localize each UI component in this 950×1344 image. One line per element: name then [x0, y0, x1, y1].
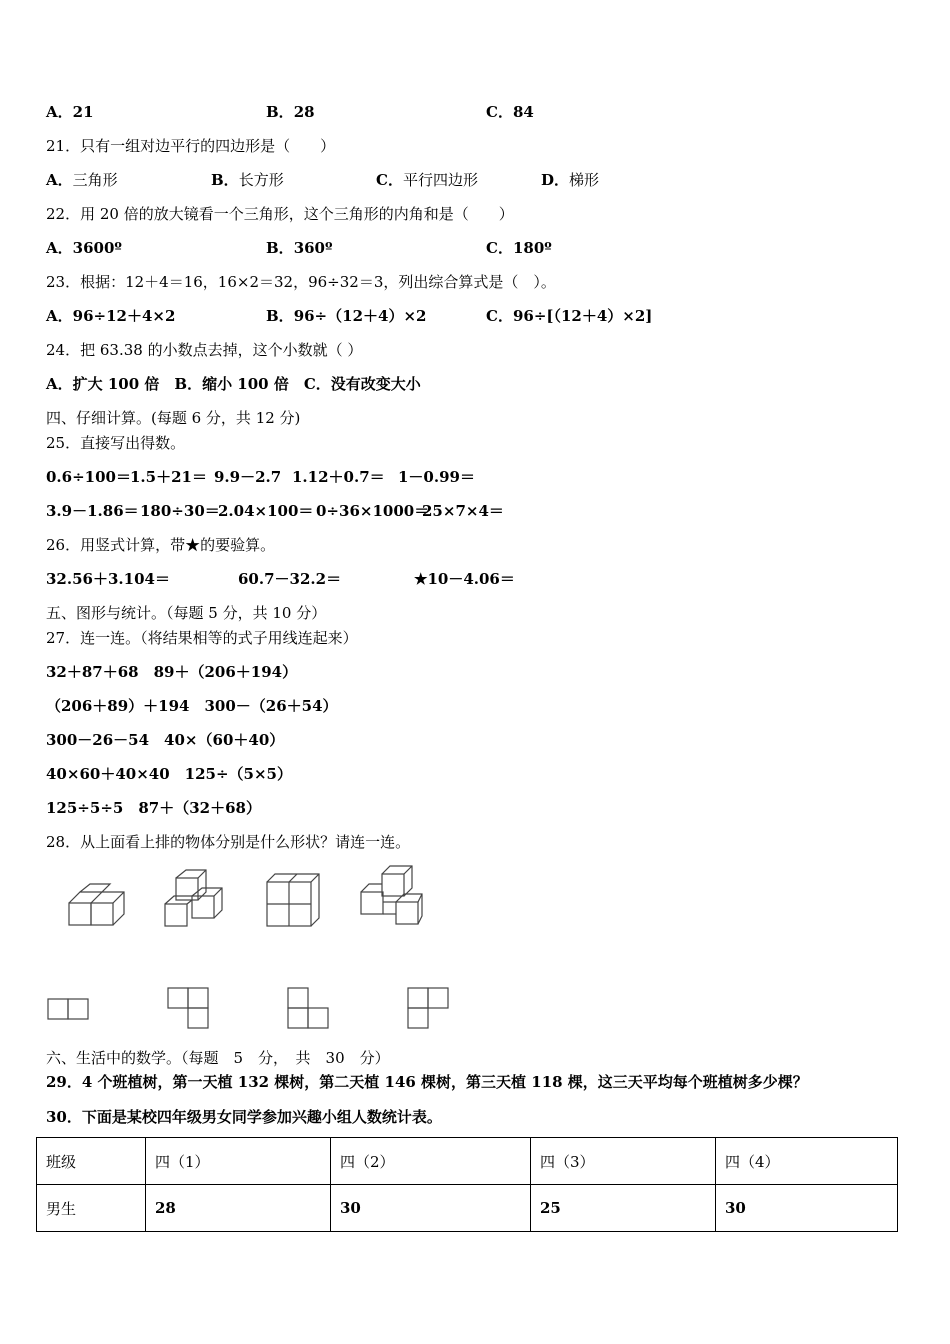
- table-header-cell: 四（4）: [716, 1138, 898, 1185]
- q25-item: 0÷36×1000＝: [316, 502, 430, 520]
- q26-stem: 26．用竖式计算，带★的要验算。: [46, 536, 276, 554]
- q26-item: 60.7－32.2＝: [238, 570, 342, 588]
- top-view-d-icon: [407, 987, 451, 1029]
- q22-stem: 22．用 20 倍的放大镜看一个三角形，这个三角形的内角和是（ ）: [46, 205, 514, 223]
- q23-option-c: C．96÷[（12＋4）×2]: [486, 307, 653, 325]
- q27-stem: 27．连一连。（将结果相等的式子用线连起来）: [46, 629, 358, 647]
- q24-stem: 24．把 63.38 的小数点去掉，这个小数就（ ）: [46, 341, 363, 359]
- q22-option-c: C．180º: [486, 239, 552, 257]
- q20-option-a: A．21: [46, 103, 94, 121]
- q27-row: 125÷5÷5 87＋（32＋68）: [46, 799, 261, 817]
- q25-item: 25×7×4＝: [422, 502, 504, 520]
- q29-text: 29．4 个班植树，第一天植 132 棵树，第二天植 146 棵树，第三天植 118 棵，这三天平均每个班植树多少棵？: [46, 1073, 808, 1091]
- q21-option-b: B．长方形: [211, 171, 284, 189]
- q24-options: A．扩大 100 倍 B．缩小 100 倍 C．没有改变大小: [46, 375, 421, 393]
- q25-item: 9.9－2.7: [214, 468, 282, 486]
- table-row: [37, 1185, 898, 1232]
- table-header-cell: 四（1）: [146, 1138, 331, 1185]
- q27-row: （206＋89）＋194 300－（26＋54）: [46, 697, 338, 715]
- q22-option-a: A．3600º: [46, 239, 122, 257]
- q23-option-b: B．96÷（12＋4）×2: [266, 307, 427, 325]
- cube-stack-2-icon: [162, 868, 226, 930]
- top-view-a-icon: [47, 998, 91, 1020]
- interest-group-table: [36, 1137, 898, 1232]
- q25-item: 0.6÷100＝: [46, 468, 131, 486]
- section4-title: 四、仔细计算。(每题 6 分，共 12 分): [46, 409, 301, 427]
- q21-option-c: C．平行四边形: [376, 171, 478, 189]
- q26-item: 32.56＋3.104＝: [46, 570, 170, 588]
- q26-item: ★10－4.06＝: [414, 570, 515, 588]
- table-cell: 男生: [37, 1185, 146, 1232]
- cube-stack-4-icon: [358, 864, 424, 928]
- q27-row: 32＋87＋68 89＋（206＋194）: [46, 663, 298, 681]
- q25-item: 1－0.99＝: [398, 468, 475, 486]
- table-row: [37, 1138, 898, 1185]
- table-cell: 28: [146, 1185, 331, 1232]
- table-header-cell: 四（2）: [331, 1138, 531, 1185]
- table-header-cell: 班级: [37, 1138, 146, 1185]
- q25-item: 3.9－1.86＝: [46, 502, 139, 520]
- q28-stem: 28．从上面看上排的物体分别是什么形状？请连一连。: [46, 833, 411, 851]
- top-view-b-icon: [167, 987, 211, 1029]
- q25-item: 1.12＋0.7＝: [292, 468, 385, 486]
- q25-stem: 25．直接写出得数。: [46, 434, 186, 452]
- table-cell: 25: [531, 1185, 716, 1232]
- table-cell: 30: [331, 1185, 531, 1232]
- q27-row: 300－26－54 40×（60＋40）: [46, 731, 285, 749]
- cube-stack-3-icon: [264, 872, 322, 928]
- section5-title: 五、图形与统计。（每题 5 分，共 10 分）: [46, 604, 327, 622]
- q25-item: 2.04×100＝: [218, 502, 314, 520]
- q25-item: 180÷30＝: [140, 502, 220, 520]
- q23-stem: 23．根据：12＋4＝16，16×2＝32，96÷32＝3，列出综合算式是（ ）。: [46, 273, 556, 291]
- q27-row: 40×60＋40×40 125÷（5×5）: [46, 765, 292, 783]
- q25-item: 1.5＋21＝: [130, 468, 207, 486]
- section6-title: 六、生活中的数学。（每题 5 分， 共 30 分）: [46, 1049, 390, 1067]
- q21-option-d: D．梯形: [541, 171, 600, 189]
- q22-option-b: B．360º: [266, 239, 333, 257]
- q21-option-a: A．三角形: [46, 171, 118, 189]
- q21-stem: 21．只有一组对边平行的四边形是（ ）: [46, 137, 336, 155]
- q30-stem: 30．下面是某校四年级男女同学参加兴趣小组人数统计表。: [46, 1108, 442, 1126]
- table-header-cell: 四（3）: [531, 1138, 716, 1185]
- top-view-c-icon: [287, 987, 331, 1029]
- table-cell: 30: [716, 1185, 898, 1232]
- q20-option-b: B．28: [266, 103, 315, 121]
- cube-stack-1-icon: [66, 882, 126, 928]
- q23-option-a: A．96÷12＋4×2: [46, 307, 176, 325]
- q20-option-c: C．84: [486, 103, 534, 121]
